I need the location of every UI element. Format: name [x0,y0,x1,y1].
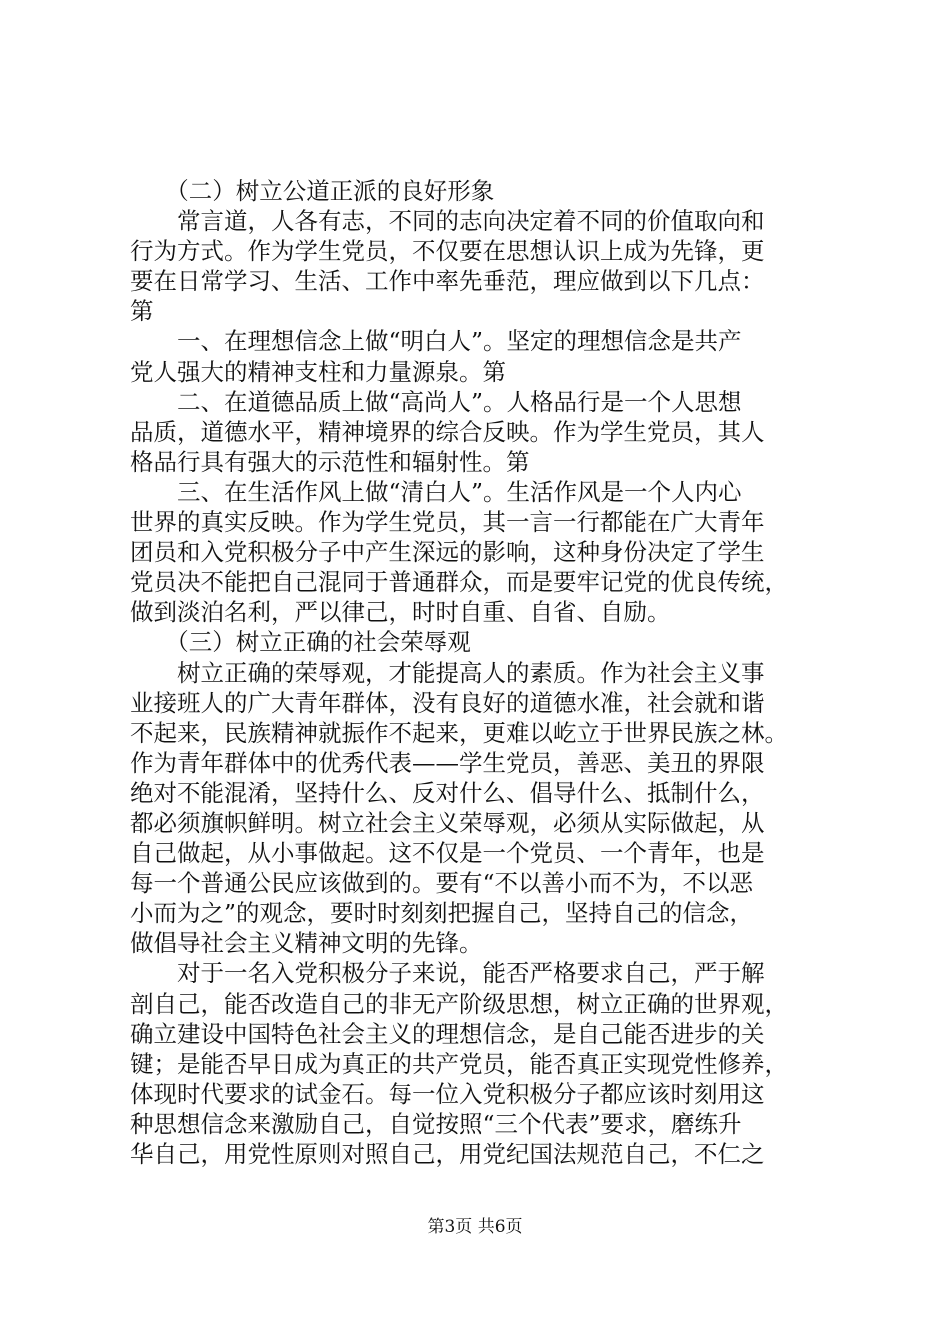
text-line: 小而为之”的观念，要时时刻刻把握自己，坚持自己的信念， [130,899,754,928]
text-line: 一、在理想信念上做“明白人”。坚定的理想信念是共产 [130,327,742,356]
text-line: 都必须旗帜鲜明。树立社会主义荣辱观，必须从实际做起，从 [130,808,765,837]
text-line: 树立正确的荣辱观，才能提高人的素质。作为社会主义事 [130,658,765,687]
text-line: 第 [130,297,154,326]
section-heading: （三）树立正确的社会荣辱观 [130,628,471,657]
text-line: 确立建设中国特色社会主义的理想信念，是自己能否进步的关 [130,1019,765,1048]
text-line: 自己做起，从小事做起。这不仅是一个党员、一个青年，也是 [130,839,765,868]
text-line: 华自己，用党性原则对照自己，用党纪国法规范自己，不仁之 [130,1140,765,1168]
text-line: 三、在生活作风上做“清白人”。生活作风是一个人内心 [130,477,742,506]
text-line: 做倡导社会主义精神文明的先锋。 [130,929,483,958]
text-line: 剖自己，能否改造自己的非无产阶级思想，树立正确的世界观， [130,989,788,1018]
text-line: 做到淡泊名利，严以律己，时时自重、自省、自励。 [130,598,671,627]
text-line: 行为方式。作为学生党员，不仅要在思想认识上成为先锋，更 [130,237,765,266]
text-line: 党人强大的精神支柱和力量源泉。第 [130,357,506,386]
text-line: 品质，道德水平，精神境界的综合反映。作为学生党员，其人 [130,417,765,446]
text-line: 世界的真实反映。作为学生党员，其一言一行都能在广大青年 [130,508,765,537]
text-line: 业接班人的广大青年群体，没有良好的道德水准，社会就和谐 [130,688,765,717]
text-line: 种思想信念来激励自己，自觉按照“三个代表”要求，磨练升 [130,1109,742,1138]
page-footer [0,1216,950,1238]
text-line: 每一个普通公民应该做到的。要有“不以善小而不为，不以恶 [130,869,754,898]
text-line: 党员决不能把自己混同于普通群众，而是要牢记党的优良传统， [130,568,788,597]
text-line: 键；是能否早日成为真正的共产党员，能否真正实现党性修养， [130,1049,788,1078]
text-line: 格品行具有强大的示范性和辐射性。第 [130,447,530,476]
text-line: 作为青年群体中的优秀代表——学生党员，善恶、美丑的界限 [130,748,765,777]
text-line: 不起来，民族精神就振作不起来，更难以屹立于世界民族之林。 [130,718,788,747]
section-heading: （二）树立公道正派的良好形象 [130,177,495,205]
text-line: 对于一名入党积极分子来说，能否严格要求自己，严于解 [130,959,765,988]
text-line: 常言道，人各有志，不同的志向决定着不同的价值取向和 [130,207,765,236]
page-number-label: 第3页 共6页 [427,1217,523,1237]
document-body [130,176,840,1169]
text-line: 体现时代要求的试金石。每一位入党积极分子都应该时刻用这 [130,1079,765,1108]
text-line: 绝对不能混淆，坚持什么、反对什么、倡导什么、抵制什么， [130,778,765,807]
text-line: 要在日常学习、生活、工作中率先垂范，理应做到以下几点： [130,267,765,296]
text-line: 团员和入党积极分子中产生深远的影响，这种身份决定了学生 [130,538,765,567]
text-line: 二、在道德品质上做“高尚人”。人格品行是一个人思想 [130,387,742,416]
